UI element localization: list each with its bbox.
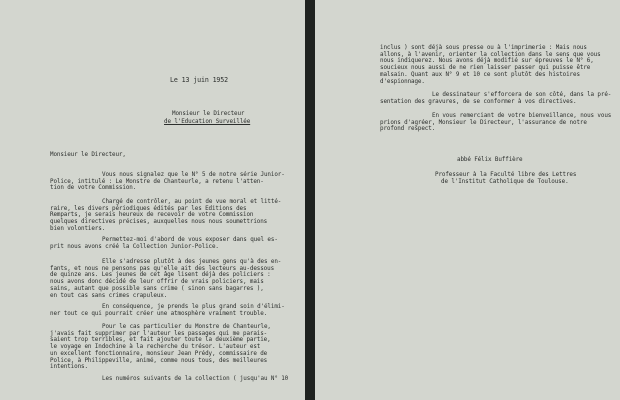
signature-title-2: de l'Institut Catholique de Toulouse. bbox=[441, 179, 569, 185]
paragraph-line: saient trop terribles, et fait ajouter toute la deuxième partie, bbox=[50, 337, 271, 344]
paragraph-line: Elle s'adresse plutôt à des jeunes gens qu'à des en- bbox=[102, 259, 282, 265]
paragraph-line: bien volontiers. bbox=[50, 225, 106, 232]
paragraph-line: Pour le cas particulier du Monstre de Chanteurle, bbox=[102, 324, 271, 330]
paragraph-line: Le dessinateur s'efforcera de son côté, dans la pré- bbox=[432, 92, 612, 98]
paragraph-4 bbox=[50, 259, 281, 299]
recipient-line-2: de l'Education Surveillée bbox=[164, 119, 251, 125]
paragraph-line: nous indiquerez. Nous avons déjà modifié sur épreuves le N° 6, bbox=[380, 58, 594, 65]
paragraph-line: intentions. bbox=[50, 364, 88, 371]
paragraph-line: nous avons donc décidé de leur offrir de vrais policiers, mais bbox=[50, 279, 264, 286]
paragraph-6 bbox=[50, 324, 271, 371]
paragraph-8 bbox=[380, 45, 601, 85]
paragraph-line: Permettez-moi d'abord de vous exposer dans quel es- bbox=[102, 237, 278, 243]
paragraph-10 bbox=[380, 113, 611, 133]
signature-title-1: Professeur à la Faculté libre des Lettres bbox=[435, 172, 577, 178]
paragraph-2 bbox=[50, 199, 281, 233]
paragraph-line: Police, intitulé : Le Monstre de Chanteurle, a retenu l'atten- bbox=[50, 178, 264, 185]
paragraph-line: raire, les divers périodiques édités par les Editions des bbox=[50, 205, 247, 212]
paragraph-line: Police, à Philippeville, animé, comme nous tous, des meilleures bbox=[50, 357, 268, 364]
paragraph-3 bbox=[50, 237, 278, 250]
letter-date: Le 13 juin 1952 bbox=[170, 76, 229, 84]
paragraph-line: j'avais fait supprimer par l'auteur les passages qui me parais- bbox=[50, 330, 268, 337]
paragraph-line: allons, à l'avenir, orienter la collection dans le sens que vous bbox=[380, 51, 601, 58]
page-gutter bbox=[305, 0, 315, 400]
paragraph-line: En vous remerciant de votre bienveillance, nous vous bbox=[432, 113, 612, 119]
paragraph-line: inclus ) sont déjà sous presse ou à l'imprimerie : Mais nous bbox=[380, 45, 587, 51]
paragraph-1 bbox=[50, 172, 285, 192]
salutation: Monsieur le Directeur, bbox=[50, 152, 126, 158]
paragraph-line: Remparts, je serais heureux de recevoir de votre Commission bbox=[50, 212, 254, 219]
paragraph-line: ner tout ce qui pourrait créer une atmosphère vraiment trouble. bbox=[50, 310, 268, 317]
paragraph-line: Vous nous signalez que le N° 5 de notre série Junior- bbox=[102, 172, 285, 178]
paragraph-line: malsain. Quant aux N° 9 et 10 ce sont plutôt des histoires bbox=[380, 71, 580, 78]
paragraph-line: tion de votre Commission. bbox=[50, 185, 137, 192]
paragraph-line: prions d'agréer, Monsieur le Directeur, l'assurance de notre bbox=[380, 119, 587, 126]
paragraph-line: en tout cas sans crimes crapuleux. bbox=[50, 292, 168, 299]
signature-name: abbé Félix Buffière bbox=[457, 157, 523, 163]
paragraph-line: sains, autant que possible sans crime ( sinon sans bagarres ), bbox=[50, 285, 264, 292]
paragraph-line: soucieux nous aussi de ne rien laisser passer qui puisse être bbox=[380, 65, 591, 72]
paragraph-line: En conséquence, je prends le plus grand soin d'élimi- bbox=[102, 304, 285, 310]
paragraph-line: Chargé de contrôler, au point de vue moral et litté- bbox=[102, 199, 282, 205]
paragraph-line: quelques directives précises, auxquelles nous nous soumettrions bbox=[50, 219, 268, 226]
paragraph-9 bbox=[380, 92, 611, 105]
paragraph-line: un excellent fonctionnaire, monsieur Jean Prédy, commissaire de bbox=[50, 350, 268, 357]
paragraph-line: fants, et nous ne pensons pas qu'elle ait des lecteurs au-dessous bbox=[50, 265, 275, 272]
paragraph-line: le voyage en Indochine à la recherche du trésor. L'auteur est bbox=[50, 344, 261, 351]
paragraph-line: profond respect. bbox=[380, 126, 436, 133]
letter-page-1 bbox=[0, 0, 305, 400]
paragraph-line: sentation des gravures, de se conformer à vos directives. bbox=[380, 98, 577, 105]
paragraph-line: prit nous avons créé la Collection Junior-Police. bbox=[50, 243, 219, 250]
paragraph-5 bbox=[50, 304, 285, 317]
paragraph-line: de quinze ans. Les jeunes de cet âge lisent déjà des policiers : bbox=[50, 272, 271, 279]
paragraph-line: d'espionnage. bbox=[380, 78, 425, 85]
paragraph-7: Les numéros suivants de la collection ( jusqu'au N° 10 bbox=[102, 376, 289, 382]
letter-page-2 bbox=[315, 0, 620, 400]
recipient-line-1: Monsieur le Directeur bbox=[172, 111, 245, 117]
